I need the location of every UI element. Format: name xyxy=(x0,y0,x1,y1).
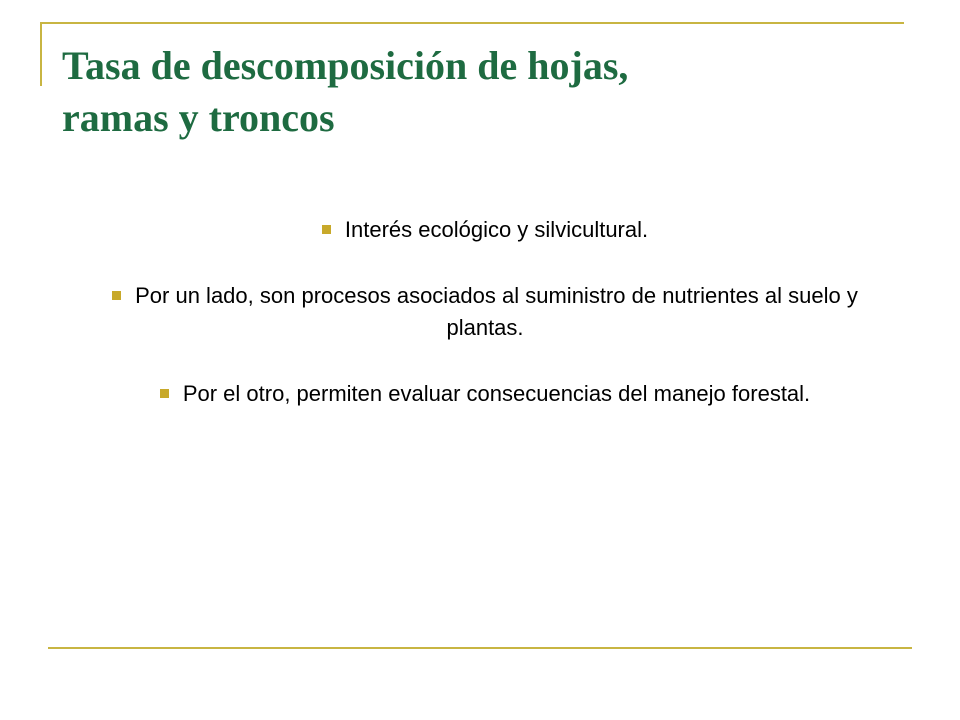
bullet-item xyxy=(100,280,870,344)
bullet-list xyxy=(100,214,870,444)
bullet-item xyxy=(100,214,870,246)
bullet-text: Por un lado, son procesos asociados al suministro de nutrientes al suelo y plantas. xyxy=(135,283,858,340)
square-bullet-icon xyxy=(160,389,169,398)
square-bullet-icon xyxy=(322,225,331,234)
top-rule xyxy=(42,22,904,24)
square-bullet-icon xyxy=(112,291,121,300)
bullet-text: Por el otro, permiten evaluar consecuencias del manejo forestal. xyxy=(182,381,811,406)
title-line-2: ramas y troncos xyxy=(62,95,335,140)
left-rule xyxy=(40,22,42,86)
title-line-1: Tasa de descomposición de hojas, xyxy=(62,43,629,88)
bullet-item xyxy=(100,378,870,410)
bullet-text: Interés ecológico y silvicultural. xyxy=(344,217,649,242)
slide-title xyxy=(62,40,882,144)
bottom-rule xyxy=(48,647,912,649)
